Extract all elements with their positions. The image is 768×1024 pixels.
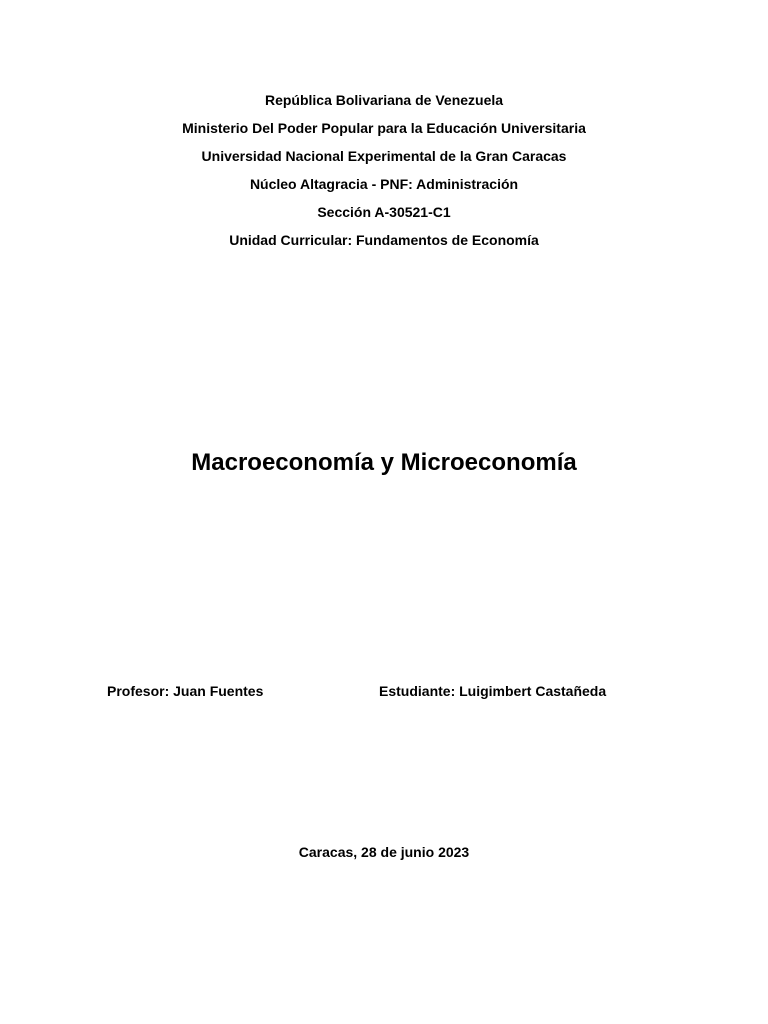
student-name: Estudiante: Luigimbert Castañeda xyxy=(379,683,607,699)
header-line-section: Sección A-30521-C1 xyxy=(317,204,451,220)
header-line-course: Unidad Curricular: Fundamentos de Economía xyxy=(229,232,539,248)
header-line-ministry: Ministerio Del Poder Popular para la Educación Universitaria xyxy=(182,120,586,136)
place-and-date: Caracas, 28 de junio 2023 xyxy=(298,844,470,860)
document-title: Macroeconomía y Microeconomía xyxy=(191,449,577,476)
header-line-campus: Núcleo Altagracia - PNF: Administración xyxy=(249,176,519,192)
header-line-university: Universidad Nacional Experimental de la Gran Caracas xyxy=(201,148,567,164)
header-line-republic: República Bolivariana de Venezuela xyxy=(264,92,504,108)
professor-name: Profesor: Juan Fuentes xyxy=(107,683,264,699)
